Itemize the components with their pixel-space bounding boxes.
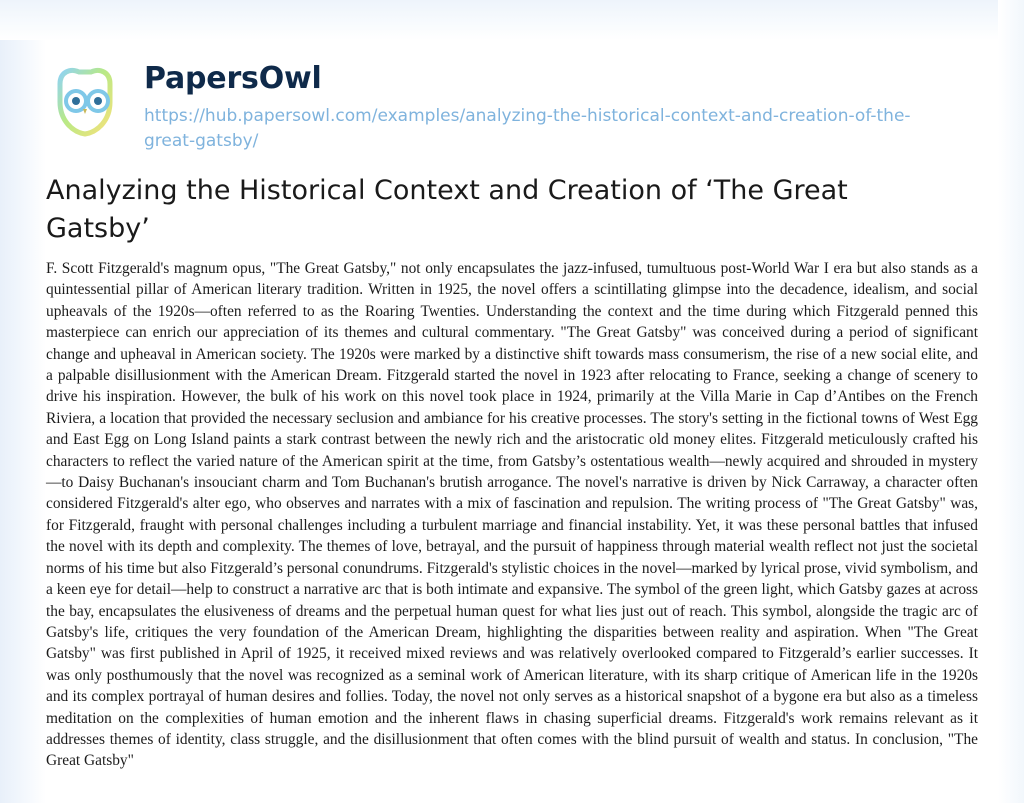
- owl-logo-icon: [46, 62, 124, 140]
- brand-block: [144, 56, 934, 154]
- right-gradient-decoration: [998, 0, 1024, 803]
- left-gradient-decoration: [0, 0, 46, 803]
- page-title: Analyzing the Historical Context and Creation of ‘The Great Gatsby’: [46, 175, 848, 244]
- site-header: [46, 56, 976, 160]
- top-gradient-decoration: [0, 0, 1024, 40]
- article-body: F. Scott Fitzgerald's magnum opus, "The Great Gatsby," not only encapsulates the jazz-infused, tumultuous post-World War I era but also stands as a quintessential pillar of American literary tradition. Written in 1925, the novel offers a scintillating glimpse into the decadence, idealism, and social upheavals of the 1920s—often referred to as the Roaring Twenties. Understanding the context and the time during which Fitzgerald penned this masterpiece can enrich our appreciation of its themes and cultural commentary. "The Great Gatsby" was conceived during a period of significant change and upheaval in American society. The 1920s were marked by a distinctive shift towards mass consumerism, the rise of a new social elite, and a palpable disillusionment with the American Dream. Fitzgerald started the novel in 1923 after relocating to France, seeking a change of scenery to drive his inspiration. However, the bulk of his work on this novel took place in 1924, primarily at the Villa Marie in Cap d’Antibes on the French Riviera, a location that provided the necessary seclusion and ambiance for his creative processes. The story's setting in the fictional towns of West Egg and East Egg on Long Island paints a stark contrast between the newly rich and the aristocratic old money elites. Fitzgerald meticulously crafted his characters to reflect the varied nature of the American spirit at the time, from Gatsby’s ostentatious wealth—newly acquired and shrouded in mystery—to Daisy Buchanan's insouciant charm and Tom Buchanan's brutish arrogance. The novel's narrative is driven by Nick Carraway, a character often considered Fitzgerald's alter ego, who observes and narrates with a mix of fascination and repulsion. The writing process of "The Great Gatsby" was, for Fitzgerald, fraught with personal challenges including a turbulent marriage and financial instability. Yet, it was these personal battles that infused the novel with its depth and complexity. The themes of love, betrayal, and the pursuit of happiness through material wealth reflect not just the societal norms of his time but also Fitzgerald’s personal conundrums. Fitzgerald's stylistic choices in the novel—marked by lyrical prose, vivid symbolism, and a keen eye for detail—help to construct a narrative arc that is both intimate and expansive. The symbol of the green light, which Gatsby gazes at across the bay, encapsulates the elusiveness of dreams and the perpetual human quest for what lies just out of reach. This symbol, alongside the tragic arc of Gatsby's life, critiques the very foundation of the American Dream, highlighting the disparities between reality and aspiration. When "The Great Gatsby" was first published in April of 1925, it received mixed reviews and was relatively overlooked compared to Fitzgerald’s earlier successes. It was only posthumously that the novel was recognized as a seminal work of American literature, with its sharp critique of American life in the 1920s and its complex portrayal of human desires and follies. Today, the novel not only serves as a historical snapshot of a bygone era but also as a timeless meditation on the complexities of human emotion and the inherent flaws in chasing superficial dreams. Fitzgerald's work remains relevant as it addresses themes of identity, class struggle, and the disillusionment that often comes with the blind pursuit of wealth and status. In conclusion, "The Great Gatsby": [46, 260, 978, 770]
- source-url[interactable]: https://hub.papersowl.com/examples/analyzing-the-historical-context-and-creation-of-the-great-gatsby/: [144, 106, 911, 151]
- brand-name: PapersOwl: [144, 61, 322, 96]
